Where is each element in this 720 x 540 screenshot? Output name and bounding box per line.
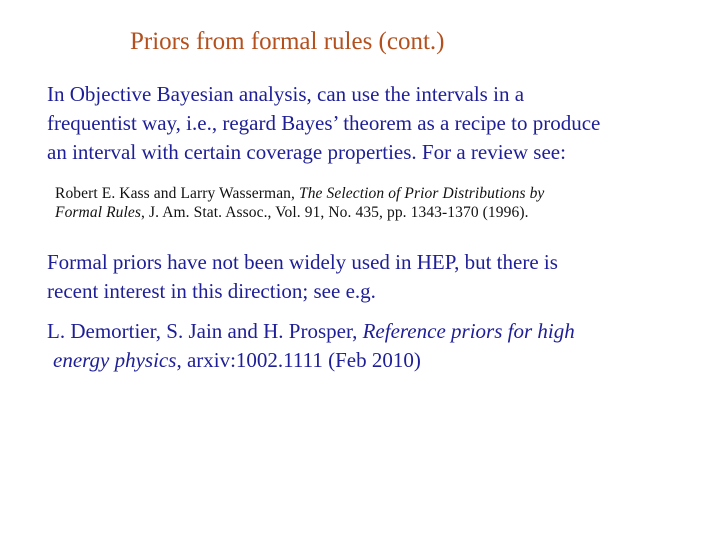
- priors-line-2: recent interest in this direction; see e.g.: [47, 279, 376, 303]
- citation-journal: , J. Am. Stat. Assoc., Vol. 91, No. 435, pp. 1343-1370 (1996).: [141, 204, 529, 221]
- citation-line-2: [55, 203, 544, 222]
- citation-authors: Robert E. Kass and Larry Wasserman,: [55, 185, 299, 202]
- citation-title-part-1: The Selection of Prior Distributions by: [298, 185, 545, 202]
- kass-wasserman-citation: [55, 184, 544, 222]
- slide-title: Priors from formal rules (cont.): [130, 28, 445, 55]
- reference-line-1: [47, 317, 575, 346]
- formal-priors-paragraph: [47, 248, 558, 306]
- demortier-reference: [47, 317, 575, 375]
- intro-line-1: In Objective Bayesian analysis, can use the intervals in a: [47, 82, 525, 106]
- reference-title-part-2: energy physics: [53, 348, 177, 372]
- intro-line-2: frequentist way, i.e., regard Bayes’ theorem as a recipe to produce: [47, 111, 601, 135]
- priors-line-1: Formal priors have not been widely used in HEP, but there is: [47, 250, 558, 274]
- intro-paragraph: [47, 80, 600, 167]
- reference-title-part-1: Reference priors for high: [362, 319, 575, 343]
- citation-title-part-2: Formal Rules: [55, 204, 142, 221]
- intro-line-3: an interval with certain coverage properties. For a review see:: [47, 140, 566, 164]
- reference-arxiv: , arxiv:1002.1111 (Feb 2010): [176, 348, 421, 372]
- reference-line-2: [47, 346, 575, 375]
- citation-line-1: [55, 184, 544, 203]
- reference-authors: L. Demortier, S. Jain and H. Prosper,: [47, 319, 363, 343]
